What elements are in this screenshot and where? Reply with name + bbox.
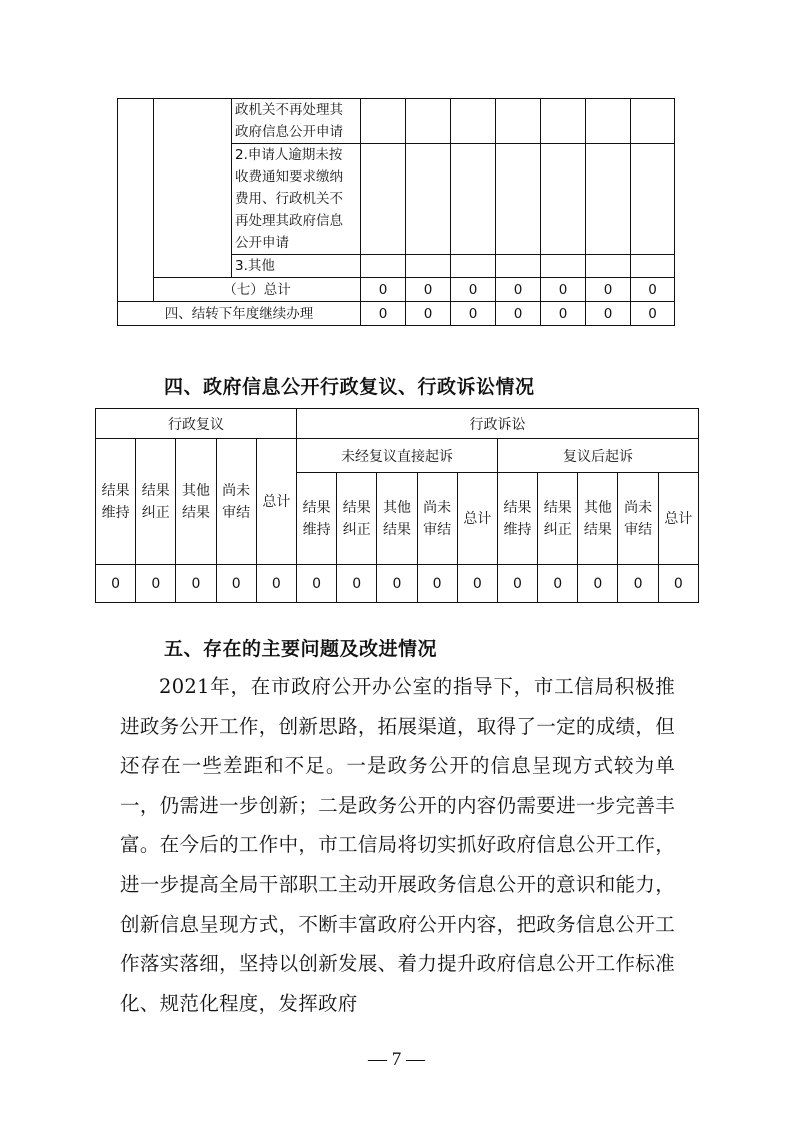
review-header: 行政复议 [96, 409, 297, 439]
table-row [118, 99, 675, 144]
section-heading: 四、政府信息公开行政复议、行政诉讼情况 [164, 376, 535, 398]
review-litigation-table [95, 408, 699, 603]
table-cell: 0 [256, 565, 296, 603]
litigation-header: 行政诉讼 [296, 409, 698, 439]
application-handling-table [117, 98, 675, 326]
table-cell: 0 [658, 565, 698, 603]
table-cell: 0 [136, 565, 176, 603]
column-header: 其他 结果 [176, 439, 216, 565]
table-row [118, 278, 675, 302]
column-header: 总计 [658, 473, 698, 565]
direct-suit-header: 未经复议直接起诉 [296, 439, 497, 473]
table-cell: 0 [618, 565, 658, 603]
table-cell: 0 [457, 565, 497, 603]
row-label: 政机关不再处理其 政府信息公开申请 [232, 99, 361, 144]
carryover-label: 四、结转下年度继续办理 [118, 302, 361, 326]
table-row [96, 565, 699, 603]
column-header: 结果 纠正 [337, 473, 377, 565]
merged-outer-cell [118, 99, 154, 302]
column-header: 尚未 审结 [216, 439, 256, 565]
table-cell: 0 [361, 302, 406, 326]
table-cell: 0 [541, 278, 586, 302]
row-label: 3.其他 [232, 255, 361, 278]
table-cell: 0 [377, 565, 417, 603]
table-cell: 0 [417, 565, 457, 603]
table-cell: 0 [578, 565, 618, 603]
table-cell: 0 [497, 565, 537, 603]
column-header: 总计 [256, 439, 296, 565]
column-header: 结果 维持 [497, 473, 537, 565]
table-cell: 0 [451, 278, 496, 302]
table-row [96, 409, 699, 439]
table-cell: 0 [216, 565, 256, 603]
table-row [96, 439, 699, 473]
page-number: — 7 — [368, 1049, 425, 1070]
column-header: 尚未 审结 [417, 473, 457, 565]
table-cell: 0 [496, 278, 541, 302]
column-header: 结果 纠正 [136, 439, 176, 565]
body-paragraph: 2021年，在市政府公开办公室的指导下，市工信局积极推进政务公开工作，创新思路，拓展渠道，取得了一定的成绩，但还存在一些差距和不足。一是政务公开的信息呈现方式较为单一，仍需进一步创新；二是政务公开的内容仍需要进一步完善丰富。在今后的工作中，市工信局将切实抓好政府信息公开工作，进一步提高全局干部职工主动开展政务信息公开的意识和能力，创新信息呈现方式，不断丰富政府公开内容，把政务信息公开工作落实落细，坚持以创新发展、着力提升政府信息公开工作标准化、规范化程度，发挥政府 [120, 675, 675, 1015]
subtotal-label: （七）总计 [154, 278, 361, 302]
column-header: 尚未 审结 [618, 473, 658, 565]
table-cell: 0 [496, 302, 541, 326]
table-cell: 0 [586, 302, 631, 326]
table-cell: 0 [96, 565, 136, 603]
after-review-header: 复议后起诉 [497, 439, 698, 473]
table-cell: 0 [631, 302, 675, 326]
table-cell: 0 [406, 278, 451, 302]
table-cell: 0 [337, 565, 377, 603]
column-header: 总计 [457, 473, 497, 565]
column-header: 其他 结果 [377, 473, 417, 565]
table-row [118, 302, 675, 326]
table-cell: 0 [631, 278, 675, 302]
table-cell: 0 [296, 565, 336, 603]
table-cell: 0 [361, 278, 406, 302]
column-header: 结果 纠正 [538, 473, 578, 565]
table-cell: 0 [541, 302, 586, 326]
row-label: 2.申请人逾期未按 收费通知要求缴纳 费用、行政机关不 再处理其政府信息 公开申请 [232, 144, 361, 255]
merged-category-cell [154, 99, 232, 278]
column-header: 结果 维持 [96, 439, 136, 565]
table-cell: 0 [176, 565, 216, 603]
table-cell: 0 [538, 565, 578, 603]
table-cell: 0 [586, 278, 631, 302]
column-header: 其他 结果 [578, 473, 618, 565]
table-cell: 0 [451, 302, 496, 326]
column-header: 结果 维持 [296, 473, 336, 565]
section-heading: 五、存在的主要问题及改进情况 [164, 638, 438, 660]
table-cell: 0 [406, 302, 451, 326]
